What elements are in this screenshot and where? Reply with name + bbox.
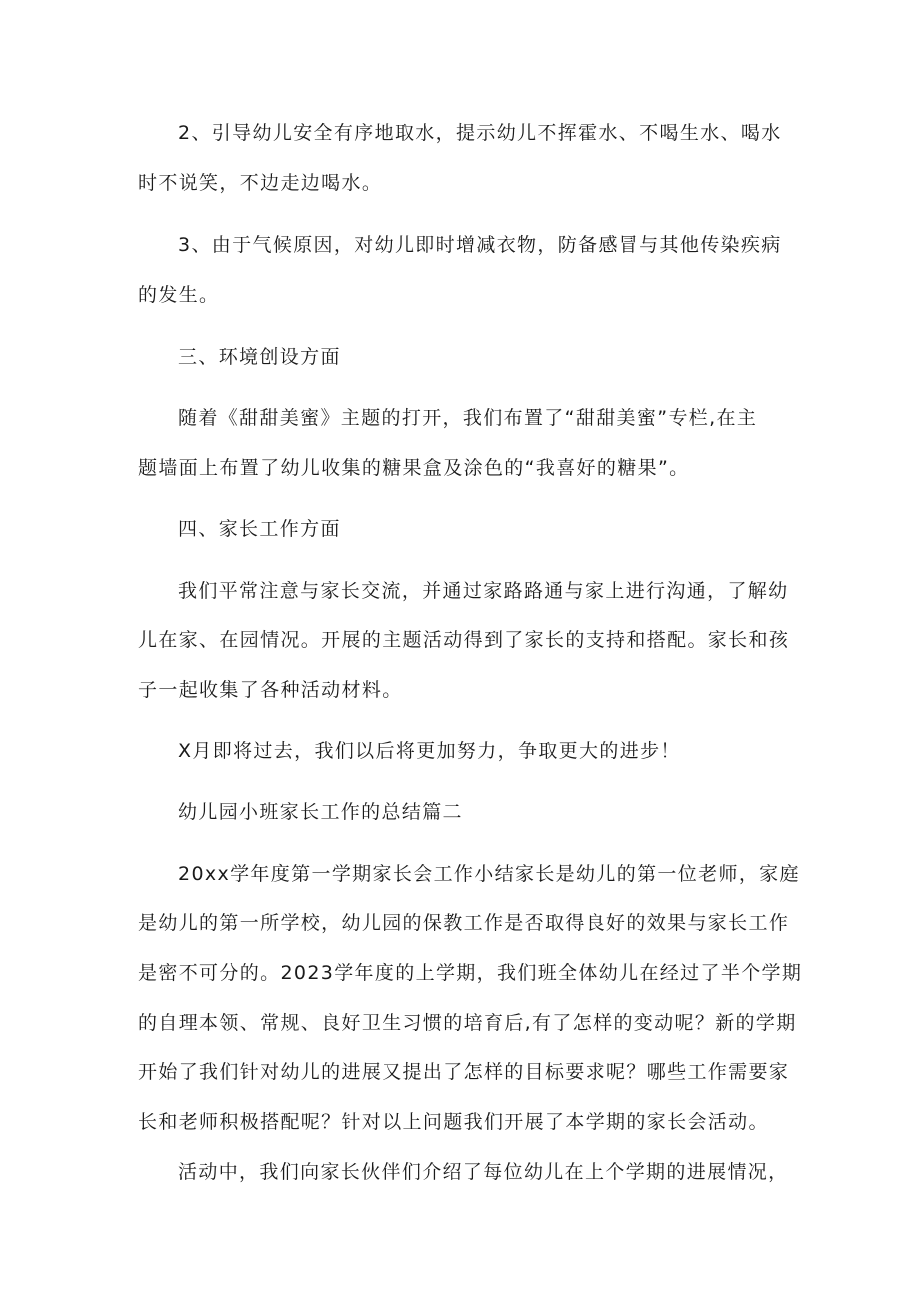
paragraph-line: 是密不可分的。2023学年度的上学期，我们班全体幼儿在经过了半个学期 bbox=[138, 962, 803, 984]
paragraph-line: 长和老师积极搭配呢？针对以上问题我们开展了本学期的家长会活动。 bbox=[138, 1111, 769, 1133]
paragraph-line: 是幼儿的第一所学校，幼儿园的保教工作是否取得良好的效果与家长工作 bbox=[138, 912, 790, 934]
paragraph-line: 时不说笑，不边走边喝水。 bbox=[138, 172, 383, 194]
paragraph-line: 随着《甜甜美蜜》主题的打开，我们布置了“甜甜美蜜”专栏,在主 bbox=[178, 407, 758, 429]
paragraph-line: 我们平常注意与家长交流，并通过家路路通与家上进行沟通，了解幼 bbox=[178, 580, 789, 602]
paragraph-line: 的自理本领、常规、良好卫生习惯的培育后,有了怎样的变动呢？新的学期 bbox=[138, 1012, 797, 1034]
paragraph-line: 活动中，我们向家长伙伴们介绍了每位幼儿在上个学期的进展情况， bbox=[178, 1161, 789, 1183]
paragraph-line: X月即将过去，我们以后将更加努力，争取更大的进步！ bbox=[178, 740, 681, 762]
paragraph-line: 20xx学年度第一学期家长会工作小结家长是幼儿的第一位老师，家庭 bbox=[178, 863, 800, 885]
paragraph-line: 的发生。 bbox=[138, 284, 220, 306]
paragraph-line: 子一起收集了各种活动材料。 bbox=[138, 679, 403, 701]
section-heading: 三、环境创设方面 bbox=[178, 346, 341, 368]
paragraph-line: 3、由于气候原因，对幼儿即时增减衣物，防备感冒与其他传染疾病 bbox=[178, 234, 782, 256]
article-title: 幼儿园小班家长工作的总结篇二 bbox=[178, 801, 463, 823]
paragraph-line: 儿在家、在园情况。开展的主题活动得到了家长的支持和搭配。家长和孩 bbox=[138, 629, 790, 651]
paragraph-line: 开始了我们针对幼儿的进展又提出了怎样的目标要求呢？哪些工作需要家 bbox=[138, 1061, 790, 1083]
section-heading: 四、家长工作方面 bbox=[178, 518, 341, 540]
paragraph-line: 2、引导幼儿安全有序地取水，提示幼儿不挥霍水、不喝生水、喝水 bbox=[178, 122, 782, 144]
paragraph-line: 题墙面上布置了幼儿收集的糖果盒及涂色的“我喜好的糖果”。 bbox=[138, 457, 690, 479]
